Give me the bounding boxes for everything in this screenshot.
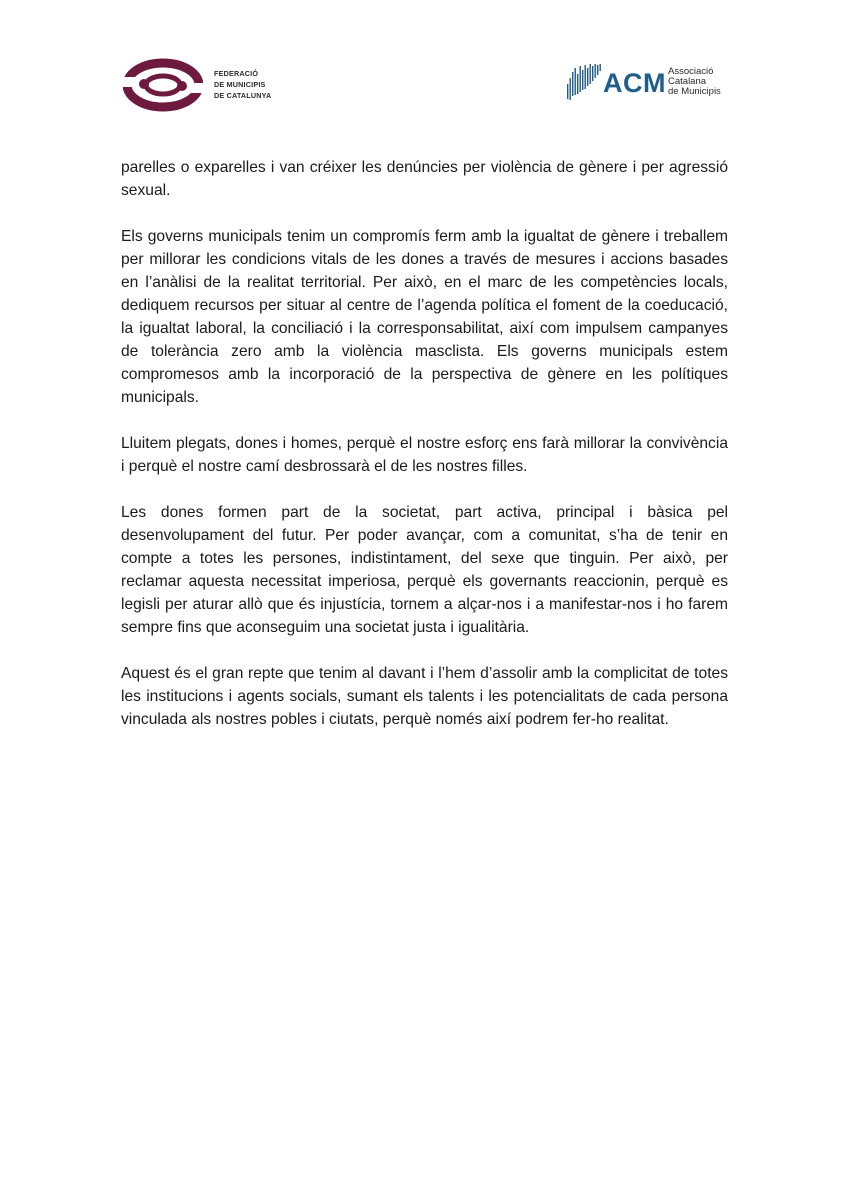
paragraph-2: Els governs municipals tenim un compromís ferm amb la igualtat de gènere i treballem per millorar les condicions vitals de les dones a través de mesures i accions basades en l’anàlisi de la realitat territorial. Per això, en el marc de les competències locals, dediquem recursos per situar al centre de l’agenda política el foment de la coeducació, la igualtat laboral, la conciliació i la corresponsabilitat, així com impulsem campanyes de tolerància zero amb la violència masclista. Els governs municipals estem compromesos amb la incorporació de la perspectiva de gènere en les polítiques municipals. [121,228,728,406]
document-body [121,156,728,754]
fmc-name [214,68,271,101]
acm-logo [566,64,736,102]
acm-full-name [668,67,721,97]
acm-bars-icon [566,64,602,102]
page-header [0,0,849,130]
acm-name-line-3: de Municipis [668,86,721,97]
fmc-name-line-1: FEDERACIÓ [214,69,259,78]
acm-name-line-1: Associació [668,66,714,77]
acm-acronym: ACM [603,68,666,98]
fmc-logo [123,57,272,113]
paragraph-1: parelles o exparelles i van créixer les denúncies per violència de gènere i per agressió sexual. [121,159,728,199]
acm-name-line-2: Catalana [668,76,707,87]
paragraph-5: Aquest és el gran repte que tenim al davant i l’hem d’assolir amb la complicitat de totes les institucions i agents socials, sumant els talents i les potencialitats de cada persona vinculada als nostres pobles i ciutats, perquè només així podrem fer-ho realitat. [121,665,728,728]
paragraph-3: Lluitem plegats, dones i homes, perquè el nostre esforç ens farà millorar la convivència i perquè el nostre camí desbrossarà el de les nostres filles. [121,435,728,475]
fmc-emblem-icon [123,57,203,113]
fmc-name-line-3: DE CATALUNYA [214,91,272,100]
paragraph-4: Les dones formen part de la societat, part activa, principal i bàsica pel desenvolupament del futur. Per poder avançar, com a comunitat, s’ha de tenir en compte a totes les persones, indistintament, del sexe que tinguin. Per això, per reclamar aquesta necessitat imperiosa, perquè els governants reaccionin, perquè es legisli per aturar allò que és injustícia, tornem a alçar-nos i a manifestar-nos i ho farem sempre fins que aconseguim una societat justa i igualitària. [121,504,728,636]
fmc-name-line-2: DE MUNICIPIS [214,80,266,89]
